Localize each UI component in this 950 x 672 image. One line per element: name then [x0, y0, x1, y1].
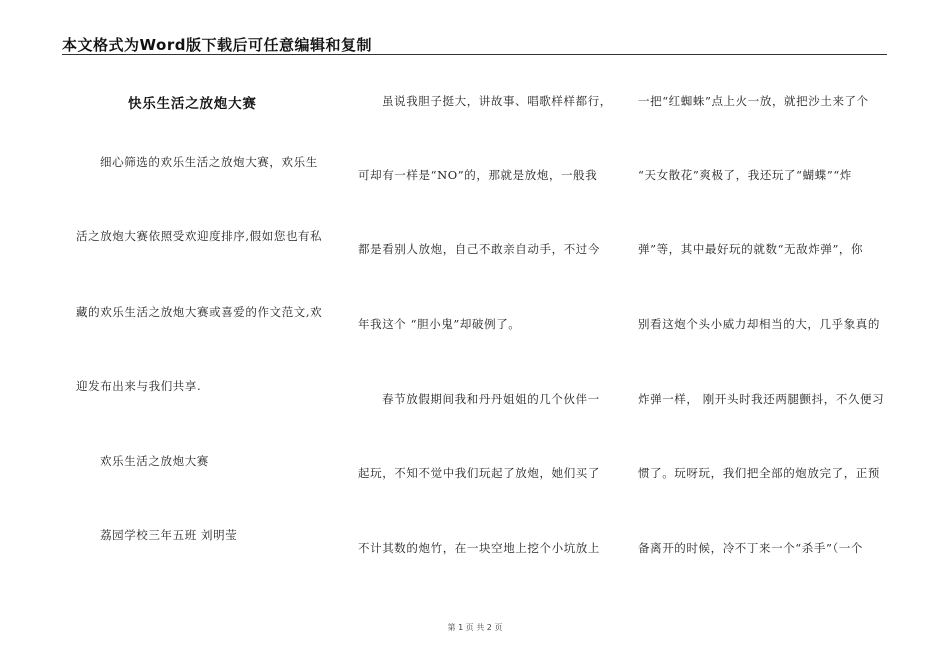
paragraph-line: 一把“红蜘蛛”点上火一放，就把沙土来了个 — [638, 94, 869, 108]
paragraph-line: “天女散花”爽极了，我还玩了“蝴蝶”“炸 — [638, 168, 852, 182]
paragraph-line: 春节放假期间我和丹丹姐姐的几个伙伴一 — [382, 392, 600, 406]
paragraph-line: 备离开的时候，冷不丁来一个“杀手”（一个 — [638, 541, 864, 555]
paragraph-line: 不计其数的炮竹，在一块空地上挖个小坑放上 — [358, 541, 600, 555]
paragraph-line: 藏的欢乐生活之放炮大赛或喜爱的作文范文,欢 — [76, 305, 323, 319]
header-divider — [62, 54, 887, 55]
paragraph-line: 弹”等，其中最好玩的就数“无敌炸弹”，你 — [638, 242, 864, 256]
article-title: 快乐生活之放炮大赛 — [128, 96, 257, 112]
paragraph-line: 可却有一样是“NO”的，那就是放炮，一般我 — [358, 168, 598, 182]
author-line: 荔园学校三年五班 刘明莹 — [100, 528, 238, 542]
paragraph-line: 细心筛选的欢乐生活之放炮大赛，欢乐生 — [100, 155, 318, 169]
paragraph-line: 起玩，不知不觉中我们玩起了放炮，她们买了 — [358, 466, 600, 480]
page-number: 第 1 页 共 2 页 — [447, 623, 503, 632]
paragraph-line: 迎发布出来与我们共享. — [76, 379, 202, 393]
paragraph-line: 惯了。玩呀玩，我们把全部的炮放完了，正预 — [638, 466, 880, 480]
paragraph-line: 年我这个 “胆小鬼”却破例了。 — [358, 317, 521, 331]
paragraph-line: 都是看别人放炮，自己不敢亲自动手，不过今 — [358, 242, 600, 256]
document-header-title: 本文格式为Word版下载后可任意编辑和复制 — [62, 36, 372, 54]
paragraph-line: 别看这炮个头小威力却相当的大，几乎象真的 — [638, 317, 880, 331]
paragraph-line: 活之放炮大赛依照受欢迎度排序,假如您也有私 — [76, 229, 323, 243]
paragraph-line: 虽说我胆子挺大，讲故事、唱歌样样都行， — [382, 94, 612, 108]
paragraph-line: 炸弹一样， 刚开头时我还两腿颤抖，不久便习 — [638, 392, 885, 406]
subtitle-line: 欢乐生活之放炮大赛 — [100, 454, 209, 468]
